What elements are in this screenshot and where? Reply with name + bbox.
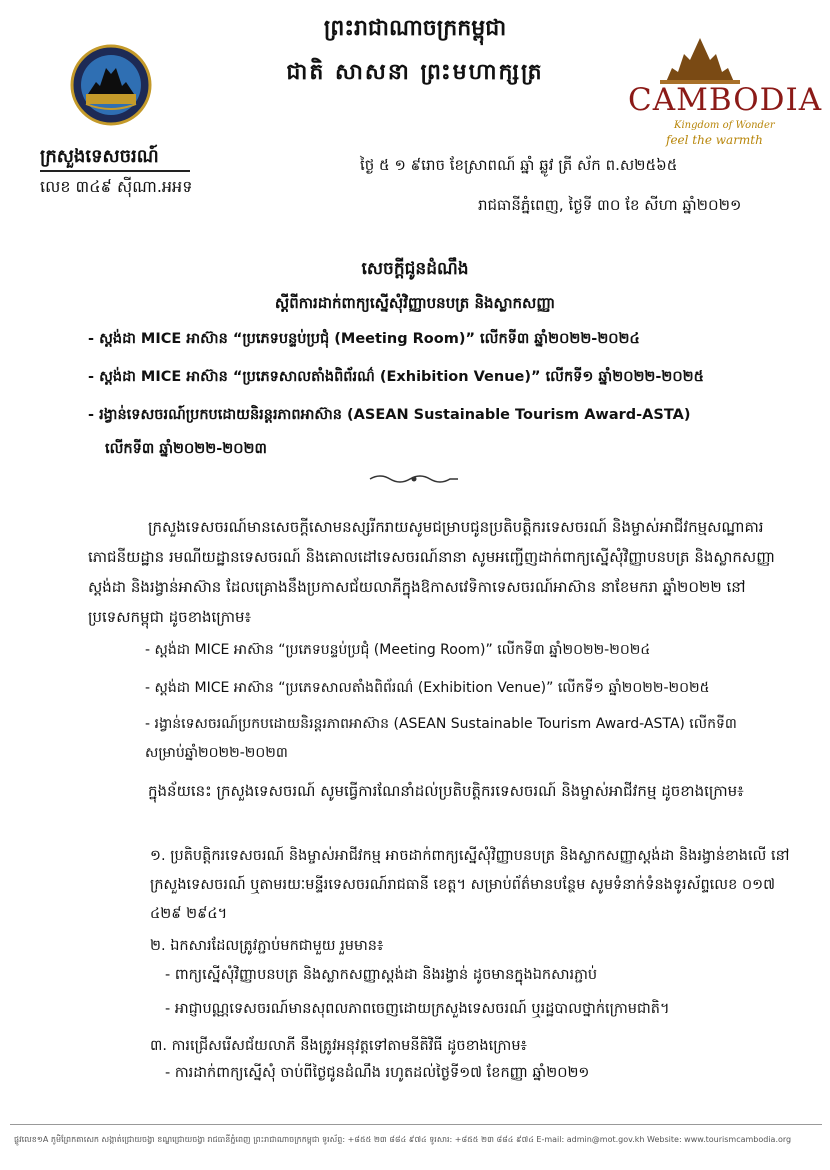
list-item: - ស្តង់ដា MICE អាស៊ាន “ប្រភេទសាលតាំងពិព័រណ៌ (Exhibition Venue)” លើកទី១ ឆ្នាំ២០២២-២០២៥ xyxy=(145,680,710,696)
brand-name: CAMBODIA xyxy=(628,82,823,118)
place-and-date: រាជធានីភ្នំពេញ, ថ្ងៃទី ៣០ ខែ សីហា ឆ្នាំ២០២១ xyxy=(478,196,742,214)
list-item: - ការដាក់ពាក្យស្នើសុំ ចាប់ពីថ្ងៃជូនដំណឹង រហូតដល់ថ្ងៃទី១៧ ខែកញ្ញា ឆ្នាំ២០២១ xyxy=(165,1065,590,1081)
body-paragraph: ក្រសួងទេសចរណ៍មានសេចក្តីសោមនស្សរីករាយសូមជម្រាបជូនប្រតិបត្តិករទេសចរណ៍ និងម្ចាស់អាជីវកម្មសណ្ឋាគារ ភោជនីយដ្ឋាន រមណីយដ្ឋានទេសចរណ៍ និងគោលដៅទេសចរណ៍នានា សូមអញ្ជើញដាក់ពាក្យស្នើសុំវិញ្ញាបនបត្រ និងស្លាកសញ្ញាស្តង់ដា និងរង្វាន់អាស៊ាន ដែលគ្រោងនឹងប្រកាសជ័យលាភីក្នុងឱកាសវេទិកាទេសចរណ៍អាស៊ាន នាខែមករា ឆ្នាំ២០២២ នៅប្រទេសកម្ពុជា ដូចខាងក្រោម៖ xyxy=(88,518,775,626)
lunar-date: ថ្ងៃ ៥ ១ ៩រោច ខែស្រាពណ៍ ឆ្នាំ ឆ្លូវ ត្រី ស័ក ព.ស២៥៦៥ xyxy=(360,156,678,174)
subject-item: - រង្វាន់ទេសចរណ៍ប្រកបដោយនិរន្តរភាពអាស៊ាន (ASEAN Sustainable Tourism Award-ASTA) xyxy=(88,407,691,423)
kingdom-title: ព្រះរាជាណាចក្រកម្ពុជា xyxy=(323,16,507,41)
brand-tagline-small: Kingdom of Wonder xyxy=(674,120,775,131)
footer-address: ផ្លូវលេខ១A ភូមិព្រែកតាសេក សង្កាត់ជ្រោយចង្វា ខណ្ឌជ្រោយចង្វា រាជធានីភ្នំពេញ ព្រះរាជាណាចក្រកម្ពុជា ទូរស័ព្ទ: +៨៥៥ ២៣ ៨៨៤ ៩៧៤ ទូរសារ: +៨៥៥ ២៣ ៨៨៤ ៩៧៤ E-mail: admin@mot.gov.kh Website: www.tourismcambodia.org xyxy=(14,1135,792,1144)
ministry-name: ក្រសួងទេសចរណ៍ xyxy=(40,146,159,167)
angkor-temple-icon xyxy=(620,34,810,84)
list-item: - ស្តង់ដា MICE អាស៊ាន “ប្រភេទបន្ទប់ប្រជុំ (Meeting Room)” លើកទី៣ ឆ្នាំ២០២២-២០២៤ xyxy=(145,642,651,658)
subject-item: - ស្តង់ដា MICE អាស៊ាន “ប្រភេទបន្ទប់ប្រជុំ (Meeting Room)” លើកទី៣ ឆ្នាំ២០២២-២០២៤ xyxy=(88,331,640,347)
ministry-seal-logo xyxy=(70,44,152,126)
numbered-item: ២. ឯកសារដែលត្រូវភ្ជាប់មកជាមួយ រួមមាន៖ xyxy=(150,938,384,954)
brand-tagline: feel the warmth xyxy=(666,133,763,147)
numbered-item: ១. ប្រតិបត្តិករទេសចរណ៍ និងម្ចាស់អាជីវកម្ម អាចដាក់ពាក្យស្នើសុំវិញ្ញាបនបត្រ និងស្លាកសញ្ញាស្តង់ដា និងរង្វាន់ខាងលើ នៅក្រសួងទេសចរណ៍ ឬតាមរយៈមន្ទីរទេសចរណ៍រាជធានី ខេត្ត។ សម្រាប់ព័ត៌មានបន្ថែម សូមទំនាក់ទំនងទូរស័ព្ទលេខ ០១៧ ៤២៩ ២៩៤។ xyxy=(150,848,790,922)
ornament-divider-icon xyxy=(366,472,462,486)
list-item: - ពាក្យស្នើសុំវិញ្ញាបនបត្រ និងស្លាកសញ្ញាស្តង់ដា និងរង្វាន់ ដូចមានក្នុងឯកសារភ្ជាប់ xyxy=(165,967,598,983)
notice-subject: ស្ដីពីការដាក់ពាក្យស្នើសុំវិញ្ញាបនបត្រ និងស្លាកសញ្ញា xyxy=(274,294,556,312)
body-paragraph: ក្នុងន័យនេះ ក្រសួងទេសចរណ៍ សូមធ្វើការណែនាំដល់ប្រតិបត្តិករទេសចរណ៍ និងម្ចាស់អាជីវកម្ម ដូចខាងក្រោម៖ xyxy=(148,782,744,800)
subject-item: - ស្តង់ដា MICE អាស៊ាន “ប្រភេទសាលតាំងពិព័រណ៌ (Exhibition Venue)” លើកទី១ ឆ្នាំ២០២២-២០២៥ xyxy=(88,369,704,385)
ministry-underline xyxy=(40,170,190,172)
national-motto: ជាតិ សាសនា ព្រះមហាក្សត្រ xyxy=(286,60,544,85)
numbered-item: ៣. ការជ្រើសរើសជ័យលាភី នឹងត្រូវអនុវត្តទៅតាមនីតិវិធី ដូចខាងក្រោម៖ xyxy=(150,1038,527,1054)
notice-title: សេចក្ដីជូនដំណឹង xyxy=(361,259,469,279)
footer-divider xyxy=(10,1124,822,1125)
subject-item: លើកទី៣ ឆ្នាំ២០២២-២០២៣ xyxy=(105,441,267,457)
cambodia-brand-logo xyxy=(620,34,823,147)
list-item: - រង្វាន់ទេសចរណ៍ប្រកបដោយនិរន្តរភាពអាស៊ាន (ASEAN Sustainable Tourism Award-ASTA) លើកទី៣ សម្រាប់ឆ្នាំ២០២២-២០២៣ xyxy=(145,716,737,761)
list-item: - អាជ្ញាបណ្ណទេសចរណ៍មានសុពលភាពចេញដោយក្រសួងទេសចរណ៍ ឬរដ្ឋបាលថ្នាក់ក្រោមជាតិ។ xyxy=(165,1001,670,1017)
reference-number: លេខ ៣៤៩ ស៊ីណា.អអទ xyxy=(40,177,193,196)
